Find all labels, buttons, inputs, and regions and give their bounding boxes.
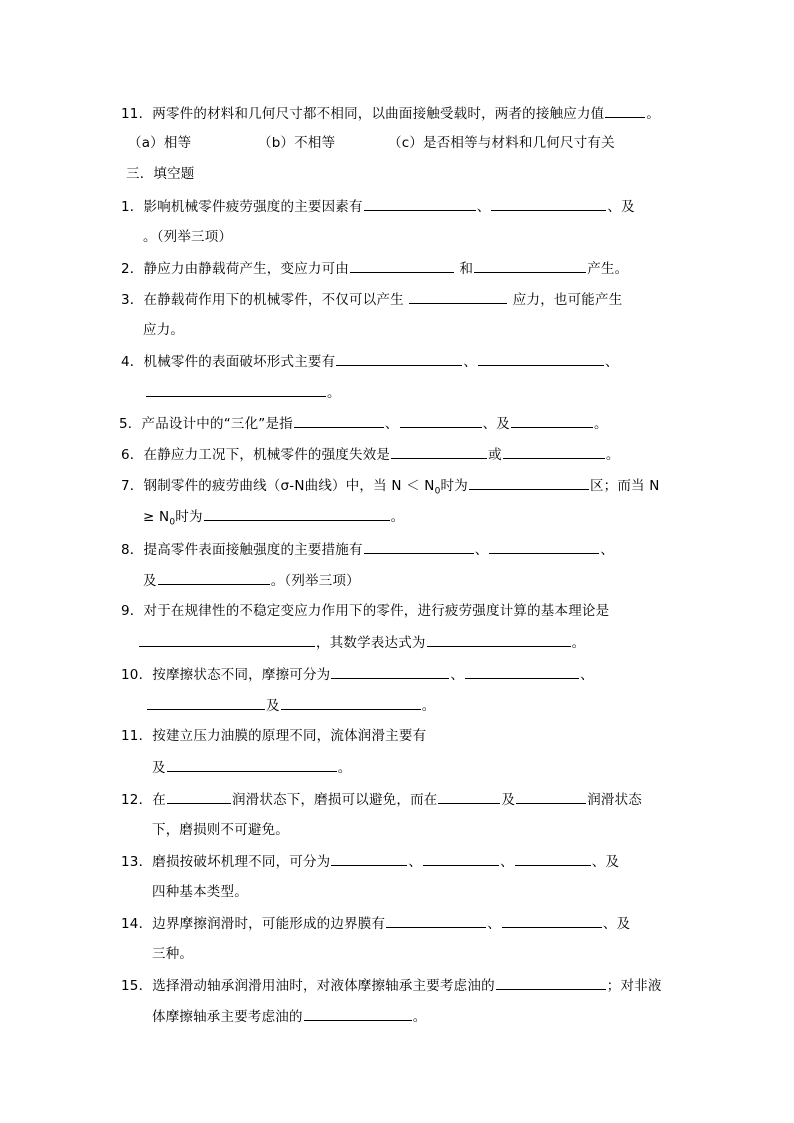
punct: 。	[594, 416, 608, 432]
punct: 、	[500, 854, 514, 870]
punct: 、	[408, 854, 423, 870]
question-13	[121, 852, 619, 871]
punct: 。	[646, 106, 661, 122]
answer-blank[interactable]	[204, 507, 390, 521]
question-number: 3．	[121, 292, 144, 308]
question-14-line2: 三种。	[152, 946, 194, 962]
question-number: 13．	[121, 854, 153, 870]
answer-blank[interactable]	[409, 290, 507, 304]
answer-blank[interactable]	[281, 696, 421, 710]
question-text: 、及	[607, 199, 635, 215]
question-text: 按建立压力油膜的原理不同，流体润滑主要有	[152, 728, 427, 744]
question-number: 8．	[121, 542, 144, 558]
punct: 。	[421, 698, 436, 714]
answer-blank[interactable]	[427, 633, 571, 647]
punct: 。	[390, 509, 405, 525]
answer-blank[interactable]	[515, 852, 591, 866]
question-text: 两零件的材料和几何尺寸都不相同，以曲面接触受载时，两者的接触应力值	[152, 106, 605, 122]
answer-blank[interactable]	[400, 414, 482, 428]
question-text: 在静载荷作用下的机械零件，不仅可以产生	[143, 292, 409, 308]
question-number: 1．	[121, 199, 144, 215]
question-text: 、及	[602, 916, 631, 932]
punct: 、	[474, 542, 489, 558]
answer-blank[interactable]	[336, 352, 462, 366]
answer-blank[interactable]	[502, 914, 602, 928]
answer-blank[interactable]	[331, 852, 407, 866]
answer-blank[interactable]	[146, 383, 326, 397]
option-c[interactable]: （c）是否相等与材料和几何尺寸有关	[388, 135, 615, 151]
answer-blank[interactable]	[423, 852, 499, 866]
question-text: 选择滑动轴承润滑用油时，对液体摩擦轴承主要考虑油的	[152, 978, 495, 994]
subscript: 0	[434, 486, 441, 497]
question-text: 时为	[440, 478, 468, 494]
question-text: 钢制零件的疲劳曲线（σ-N曲线）中，当 N ＜ N	[143, 478, 435, 494]
question-text: 产生。	[587, 261, 629, 277]
question-12-line2: 下，磨损则不可避免。	[152, 822, 289, 838]
question-text: ；对非液	[606, 978, 662, 994]
question-15	[121, 976, 662, 995]
question-12	[121, 790, 642, 809]
question-number: 5．	[119, 416, 142, 432]
question-11	[121, 727, 426, 745]
question-text: 在	[152, 792, 166, 808]
answer-blank[interactable]	[489, 540, 599, 554]
question-text: 或	[488, 447, 502, 463]
question-6	[121, 445, 620, 464]
question-number: 4．	[121, 354, 144, 370]
question-9-line2	[138, 633, 585, 652]
question-1	[121, 197, 635, 216]
question-8-line2	[143, 571, 360, 590]
question-9	[121, 602, 609, 620]
question-text: 及	[501, 792, 516, 808]
answer-blank[interactable]	[503, 445, 605, 459]
question-10-line2	[146, 696, 435, 715]
option-a[interactable]: （a）相等	[128, 135, 192, 151]
question-text: 和	[455, 261, 474, 277]
question-15-line2	[152, 1007, 426, 1026]
question-3-line2: 应力。	[143, 322, 185, 338]
option-b[interactable]: （b）不相等	[258, 135, 336, 151]
punct: 、	[580, 667, 594, 683]
question-text: 润滑状态下，磨损可以避免，而在	[231, 792, 438, 808]
answer-blank[interactable]	[496, 976, 606, 990]
question-text: 、及	[482, 416, 510, 432]
question-text: 影响机械零件疲劳强度的主要因素有	[143, 199, 363, 215]
punct: 、	[487, 916, 501, 932]
question-number: 11．	[121, 106, 153, 122]
answer-blank[interactable]	[386, 914, 486, 928]
subscript: 0	[169, 517, 176, 528]
answer-blank[interactable]	[516, 790, 586, 804]
question-text: 静应力由静载荷产生，变应力可由	[143, 261, 349, 277]
question-number: 15．	[121, 978, 153, 994]
question-number: 7．	[121, 478, 144, 494]
question-1-line2: 。（列举三项）	[143, 229, 233, 245]
question-text: 润滑状态	[587, 792, 642, 808]
question-13-line2: 四种基本类型。	[152, 884, 248, 900]
answer-blank[interactable]	[474, 259, 586, 273]
question-5	[119, 414, 608, 433]
question-text: 产品设计中的“三化”是指	[141, 416, 293, 432]
answer-blank[interactable]	[167, 758, 337, 772]
answer-blank[interactable]	[147, 696, 265, 710]
answer-blank[interactable]	[350, 259, 454, 273]
punct: 、	[384, 416, 399, 432]
punct: 、	[605, 354, 619, 370]
question-number: 2．	[121, 261, 144, 277]
answer-blank[interactable]	[158, 571, 270, 585]
answer-blank[interactable]	[364, 540, 474, 554]
question-14	[121, 914, 630, 933]
answer-blank[interactable]	[605, 104, 645, 118]
question-text: 磨损按破坏机理不同，可分为	[152, 854, 331, 870]
question-7-line2	[143, 507, 404, 532]
question-8	[121, 540, 614, 559]
question-3	[121, 290, 622, 309]
question-text: 及	[152, 760, 166, 776]
answer-blank[interactable]	[364, 197, 476, 211]
question-text: 区；而当 N	[589, 478, 660, 494]
question-number: 6．	[121, 447, 144, 463]
question-text: ≥ N	[143, 509, 170, 525]
question-number: 11．	[121, 728, 153, 744]
question-4	[121, 352, 619, 371]
question-text: 应力，也可能产生	[508, 292, 623, 308]
question-text: 及	[266, 698, 280, 714]
question-text: 体摩擦轴承主要考虑油的	[152, 1009, 303, 1025]
punct: 。	[412, 1009, 427, 1025]
answer-blank[interactable]	[331, 665, 449, 679]
mcq-question-11	[121, 104, 660, 123]
question-number: 14．	[121, 916, 153, 932]
answer-blank[interactable]	[438, 790, 500, 804]
question-number: 10．	[121, 667, 153, 683]
punct: 、	[476, 199, 491, 215]
question-4-line2	[145, 383, 341, 402]
question-10	[121, 665, 594, 684]
answer-blank[interactable]	[139, 633, 315, 647]
answer-blank[interactable]	[469, 476, 589, 490]
answer-blank[interactable]	[478, 352, 604, 366]
question-text: 时为	[175, 509, 203, 525]
punct: 、	[600, 542, 615, 558]
question-text: ，其数学表达式为	[316, 635, 426, 651]
question-text: 对于在规律性的不稳定变应力作用下的零件，进行疲劳强度计算的基本理论是	[143, 603, 610, 619]
question-7	[121, 476, 660, 501]
question-text: 机械零件的表面破坏形式主要有	[143, 354, 336, 370]
answer-blank[interactable]	[167, 790, 231, 804]
question-number: 12．	[121, 792, 153, 808]
punct: 、	[450, 667, 465, 683]
question-2	[121, 259, 628, 278]
question-text: 边界摩擦润滑时，可能形成的边界膜有	[152, 916, 386, 932]
question-text: 。（列举三项）	[270, 573, 360, 589]
answer-blank[interactable]	[391, 445, 487, 459]
question-text: 及	[143, 573, 157, 589]
answer-blank[interactable]	[294, 414, 384, 428]
punct: 。	[571, 635, 586, 651]
punct: 。	[337, 760, 352, 776]
question-number: 9．	[121, 603, 144, 619]
answer-blank[interactable]	[511, 414, 593, 428]
question-text: 、及	[591, 854, 620, 870]
answer-blank[interactable]	[491, 197, 606, 211]
punct: 、	[463, 354, 478, 370]
punct: 。	[327, 385, 341, 401]
question-11-line2	[152, 758, 351, 777]
punct: 。	[605, 447, 620, 463]
answer-blank[interactable]	[465, 665, 579, 679]
section-title: 三．填空题	[126, 166, 195, 182]
question-text: 在静应力工况下，机械零件的强度失效是	[143, 447, 391, 463]
answer-blank[interactable]	[304, 1007, 412, 1021]
question-text: 提高零件表面接触强度的主要措施有	[143, 542, 363, 558]
question-text: 按摩擦状态不同，摩擦可分为	[152, 667, 331, 683]
mcq-options	[128, 134, 615, 152]
